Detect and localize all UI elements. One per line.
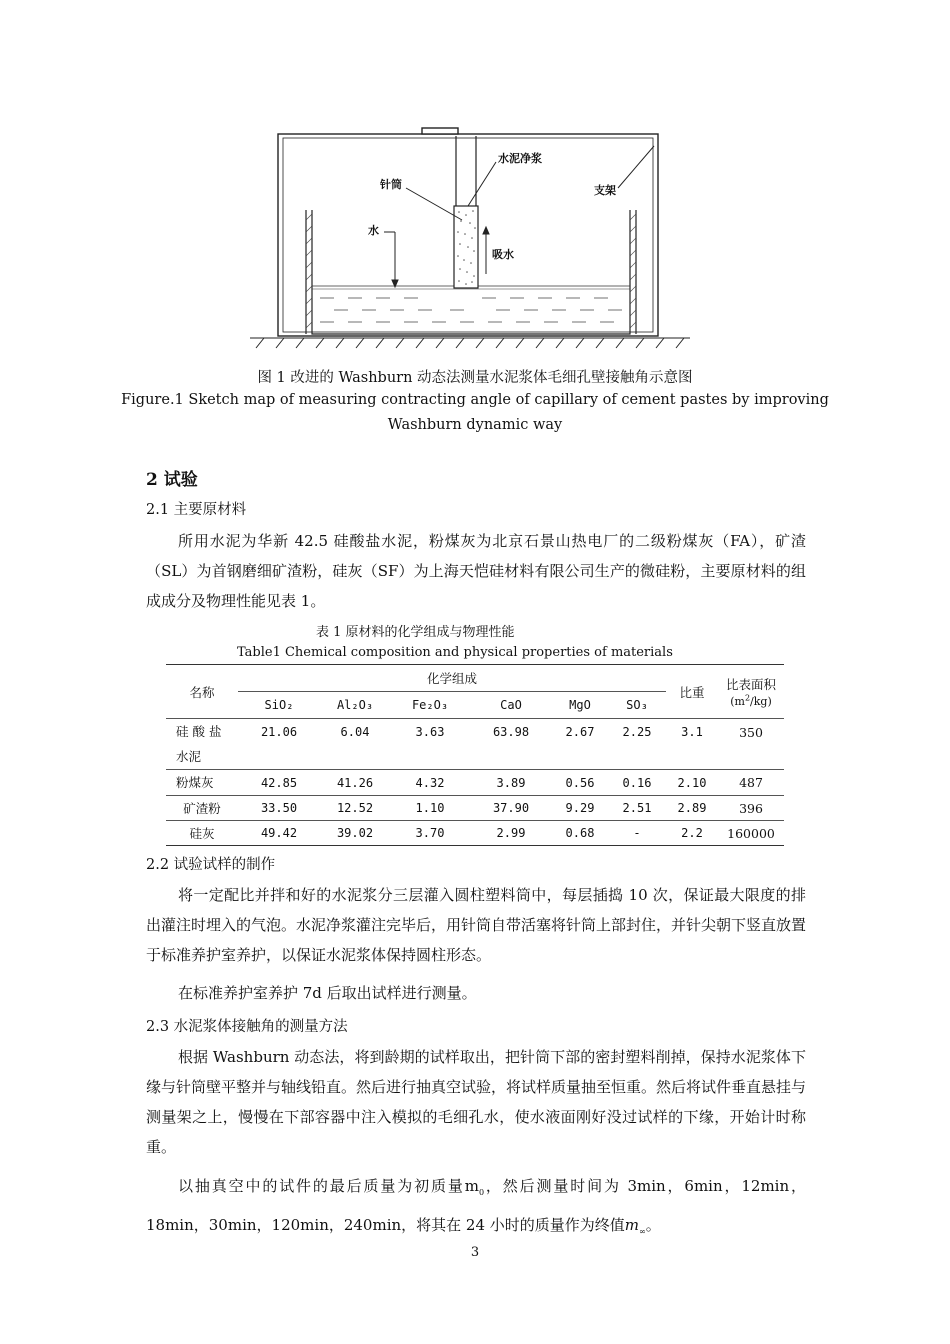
cell: 3.70: [390, 821, 470, 846]
figure-caption-en-line2: Washburn dynamic way: [387, 417, 563, 433]
paragraph-measurement-method: 根据 Washburn 动态法，将到龄期的试样取出，把针筒下部的密封塑料削掉，保持水泥浆体下缘与针筒壁平整并与轴线铅直。然后进行抽真空试验，将试样质量抽至恒重。然后将试件垂直悬挂与测量架之上，慢慢在下部容器中注入模拟的毛细孔水，使水液面刚好没过试样的下缘，开始计时称重。: [146, 1048, 807, 1156]
header-ssa-line1: 比表面积: [725, 677, 776, 692]
cell: 49.42: [238, 821, 320, 846]
subsection-heading-2-1: 2.1 主要原材料: [146, 502, 247, 518]
materials-table: [166, 664, 784, 846]
cell: 350: [718, 719, 784, 770]
cell: 63.98: [470, 719, 552, 770]
header-ssa-unit: $(m^2/kg)$: [730, 693, 772, 708]
cell: 0.16: [608, 770, 666, 796]
header-chemical-composition: 化学组成: [238, 665, 666, 692]
cell: 12.52: [320, 796, 390, 821]
table-row: [166, 770, 784, 796]
header-oxide: MgO: [552, 692, 608, 719]
cell: 2.51: [608, 796, 666, 821]
cell: 9.29: [552, 796, 608, 821]
label-water-absorption: 吸水: [492, 248, 514, 261]
cell: 6.04: [320, 719, 390, 770]
paragraph-sample-preparation: 将一定配比并拌和好的水泥浆分三层灌入圆柱塑料筒中，每层插捣 10 次，保证最大限度的排出灌注时埋入的气泡。水泥净浆灌注完毕后，用针筒自带活塞将针筒上部封住，并针尖朝下竖直放置于标准养护室养护，以保证水泥浆体保持圆柱形态。: [146, 886, 807, 964]
header-oxide: SiO₂: [238, 692, 320, 719]
cell: 37.90: [470, 796, 552, 821]
cell: 0.56: [552, 770, 608, 796]
cell: 3.63: [390, 719, 470, 770]
page-number: 3: [470, 1245, 480, 1260]
label-cement-paste: 水泥净浆: [498, 152, 542, 165]
cell: 396: [718, 796, 784, 821]
cell: 2.25: [608, 719, 666, 770]
leader-lines: [384, 146, 654, 287]
section-heading: 2 试验: [146, 470, 198, 490]
row-name: 硅灰: [166, 821, 238, 846]
cell: 2.99: [470, 821, 552, 846]
cell: 42.85: [238, 770, 320, 796]
cell: 0.68: [552, 821, 608, 846]
table-row: [166, 719, 784, 770]
cell: 2.89: [666, 796, 718, 821]
cell: 3.1: [666, 719, 718, 770]
label-support: 支架: [594, 184, 616, 197]
table-row: [166, 821, 784, 846]
cell: 1.10: [390, 796, 470, 821]
paragraph-materials: 所用水泥为华新 42.5 硅酸盐水泥，粉煤灰为北京石景山热电厂的二级粉煤灰（FA），矿渣（SL）为首钢磨细矿渣粉，硅灰（SF）为上海天恺硅材料有限公司生产的微硅粉，主要原材料的组成成分及物理性能见表 1。: [146, 532, 806, 610]
figure-caption-cn: 图 1 改进的 Washburn 动态法测量水泥浆体毛细孔壁接触角示意图: [257, 370, 693, 386]
table-caption-en: Table1 Chemical composition and physical properties of materials: [237, 645, 673, 660]
row-name: 矿渣粉: [166, 796, 238, 821]
ground: [250, 338, 690, 348]
row-name: 粉煤灰: [166, 770, 238, 796]
water-body: [312, 286, 630, 322]
header-specific-gravity: 比重: [666, 665, 718, 719]
cell: 41.26: [320, 770, 390, 796]
cell: 21.06: [238, 719, 320, 770]
label-water: 水: [368, 224, 379, 237]
figure-caption-en-line1: Figure.1 Sketch map of measuring contracting angle of capillary of cement pastes by improving: [121, 392, 829, 408]
cell: 4.32: [390, 770, 470, 796]
cell: 33.50: [238, 796, 320, 821]
cell: 487: [718, 770, 784, 796]
cell: 2.10: [666, 770, 718, 796]
header-specific-surface: [718, 665, 784, 719]
figure-1-schematic: [250, 124, 690, 356]
cell: 160000: [718, 821, 784, 846]
header-oxide: SO₃: [608, 692, 666, 719]
cell: -: [608, 821, 666, 846]
header-oxide: CaO: [470, 692, 552, 719]
table-row: [166, 796, 784, 821]
row-name: 硅 酸 盐 水泥: [166, 719, 238, 770]
cell: 2.67: [552, 719, 608, 770]
subsection-heading-2-3: 2.3 水泥浆体接触角的测量方法: [146, 1019, 348, 1035]
header-name: 名称: [166, 665, 238, 719]
label-needle-tube: 针筒: [380, 178, 402, 191]
cell: 3.89: [470, 770, 552, 796]
paragraph-measurement-times: 以抽真空中的试件的最后质量为初质量$m_0$，然后测量时间为 3min，6min，12min，18min，30min，120min，240min，将其在 24 小时的质量作为终值$m_\infty$。: [146, 1177, 806, 1236]
cell: 39.02: [320, 821, 390, 846]
cell: 2.2: [666, 821, 718, 846]
header-oxide: Al₂O₃: [320, 692, 390, 719]
paragraph-curing: 在标准养护室养护 7d 后取出试样进行测量。: [178, 984, 477, 1002]
header-oxide: Fe₂O₃: [390, 692, 470, 719]
subsection-heading-2-2: 2.2 试验试样的制作: [146, 857, 276, 873]
table-caption-cn: 表 1 原材料的化学组成与物理性能: [316, 625, 515, 640]
needle-tube: [454, 136, 478, 288]
